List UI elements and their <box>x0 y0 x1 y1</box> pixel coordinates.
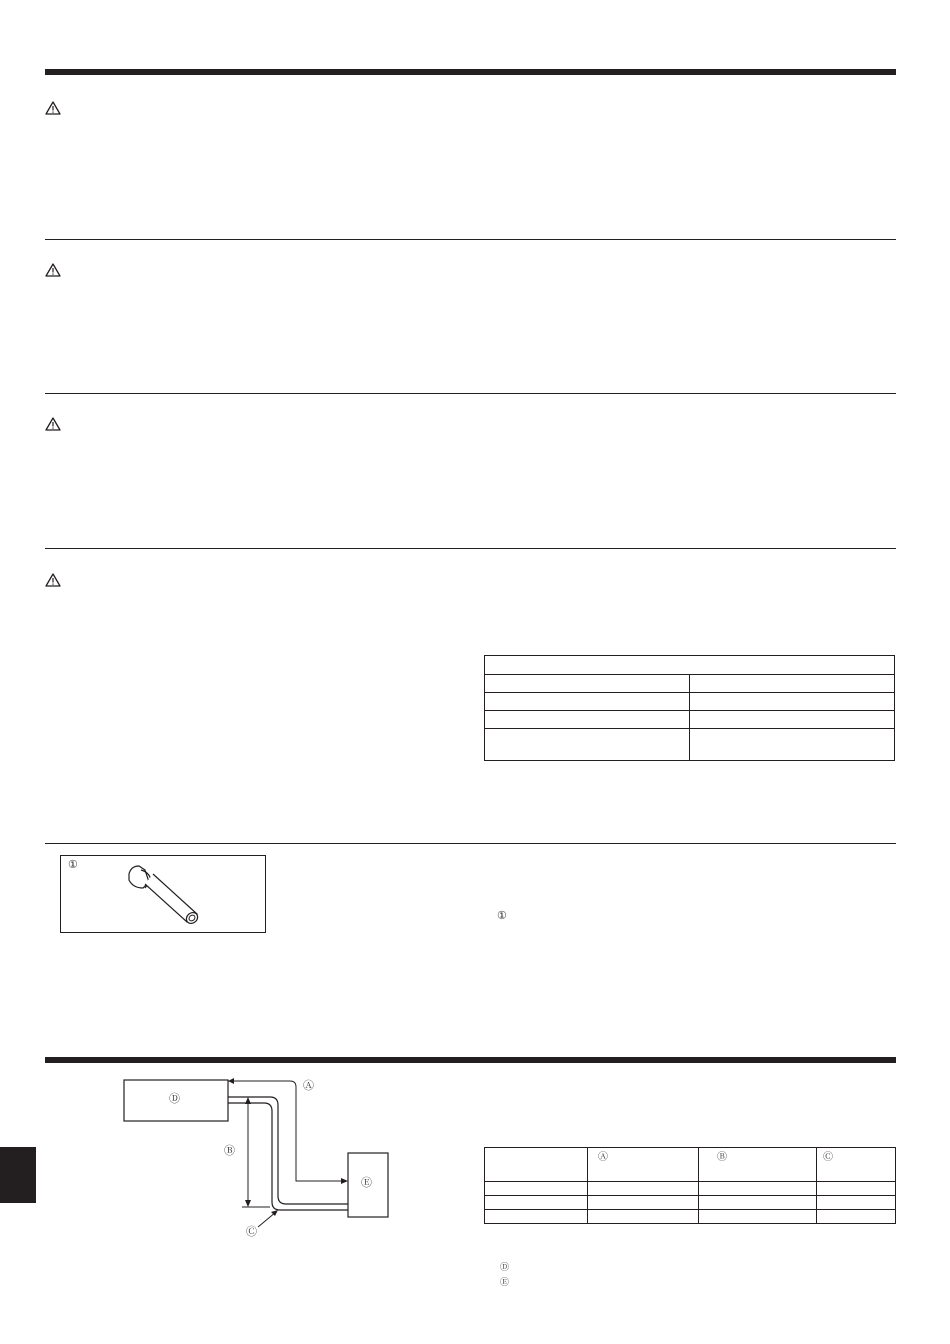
warning-triangle-icon <box>45 417 61 431</box>
spec-table-header <box>485 656 895 675</box>
spec-table <box>484 655 895 761</box>
piping-table <box>484 1147 896 1224</box>
table-header-cell: Ⓒ <box>817 1148 896 1182</box>
table-cell <box>690 711 895 729</box>
table-cell <box>588 1196 699 1210</box>
figure-pipe-box <box>60 855 266 933</box>
figure-marker: ① <box>68 859 78 871</box>
table-header-cell: Ⓐ <box>588 1148 699 1182</box>
legend-marker-e: Ⓔ <box>500 1277 510 1287</box>
diagram-label-e: Ⓔ <box>361 1177 372 1189</box>
table-cell <box>699 1196 817 1210</box>
warning-triangle-icon <box>45 101 61 115</box>
table-cell <box>817 1182 896 1196</box>
table-header-cell <box>485 1148 588 1182</box>
table-header-cell: Ⓑ <box>699 1148 817 1182</box>
table-cell <box>690 729 895 761</box>
table-cell <box>588 1182 699 1196</box>
table-cell <box>485 675 690 693</box>
table-cell <box>699 1210 817 1224</box>
diagram-label-a: Ⓐ <box>303 1080 314 1092</box>
table-cell <box>485 1182 588 1196</box>
table-cell <box>485 711 690 729</box>
warning-triangle-icon <box>45 263 61 277</box>
item-marker-1: ① <box>497 910 507 922</box>
diagram-label-b: Ⓑ <box>224 1145 235 1157</box>
table-cell <box>690 675 895 693</box>
piping-diagram <box>120 1075 400 1245</box>
table-cell <box>817 1196 896 1210</box>
table-cell <box>485 729 690 761</box>
table-cell <box>485 1210 588 1224</box>
legend-marker-d: Ⓓ <box>500 1262 510 1272</box>
section-divider <box>45 843 896 844</box>
table-cell <box>817 1210 896 1224</box>
section-divider <box>45 548 896 549</box>
section-divider <box>45 239 896 240</box>
section-divider <box>45 393 896 394</box>
warning-triangle-icon <box>45 573 61 587</box>
side-page-tab <box>0 1147 36 1203</box>
table-cell <box>588 1210 699 1224</box>
pipe-illustration <box>119 860 209 930</box>
diagram-label-d: Ⓓ <box>169 1093 180 1105</box>
top-rule <box>45 69 896 75</box>
bottom-section-rule <box>45 1057 896 1063</box>
table-cell <box>699 1182 817 1196</box>
table-cell <box>690 693 895 711</box>
diagram-label-c: Ⓒ <box>246 1226 257 1238</box>
table-cell <box>485 1196 588 1210</box>
table-cell <box>485 693 690 711</box>
